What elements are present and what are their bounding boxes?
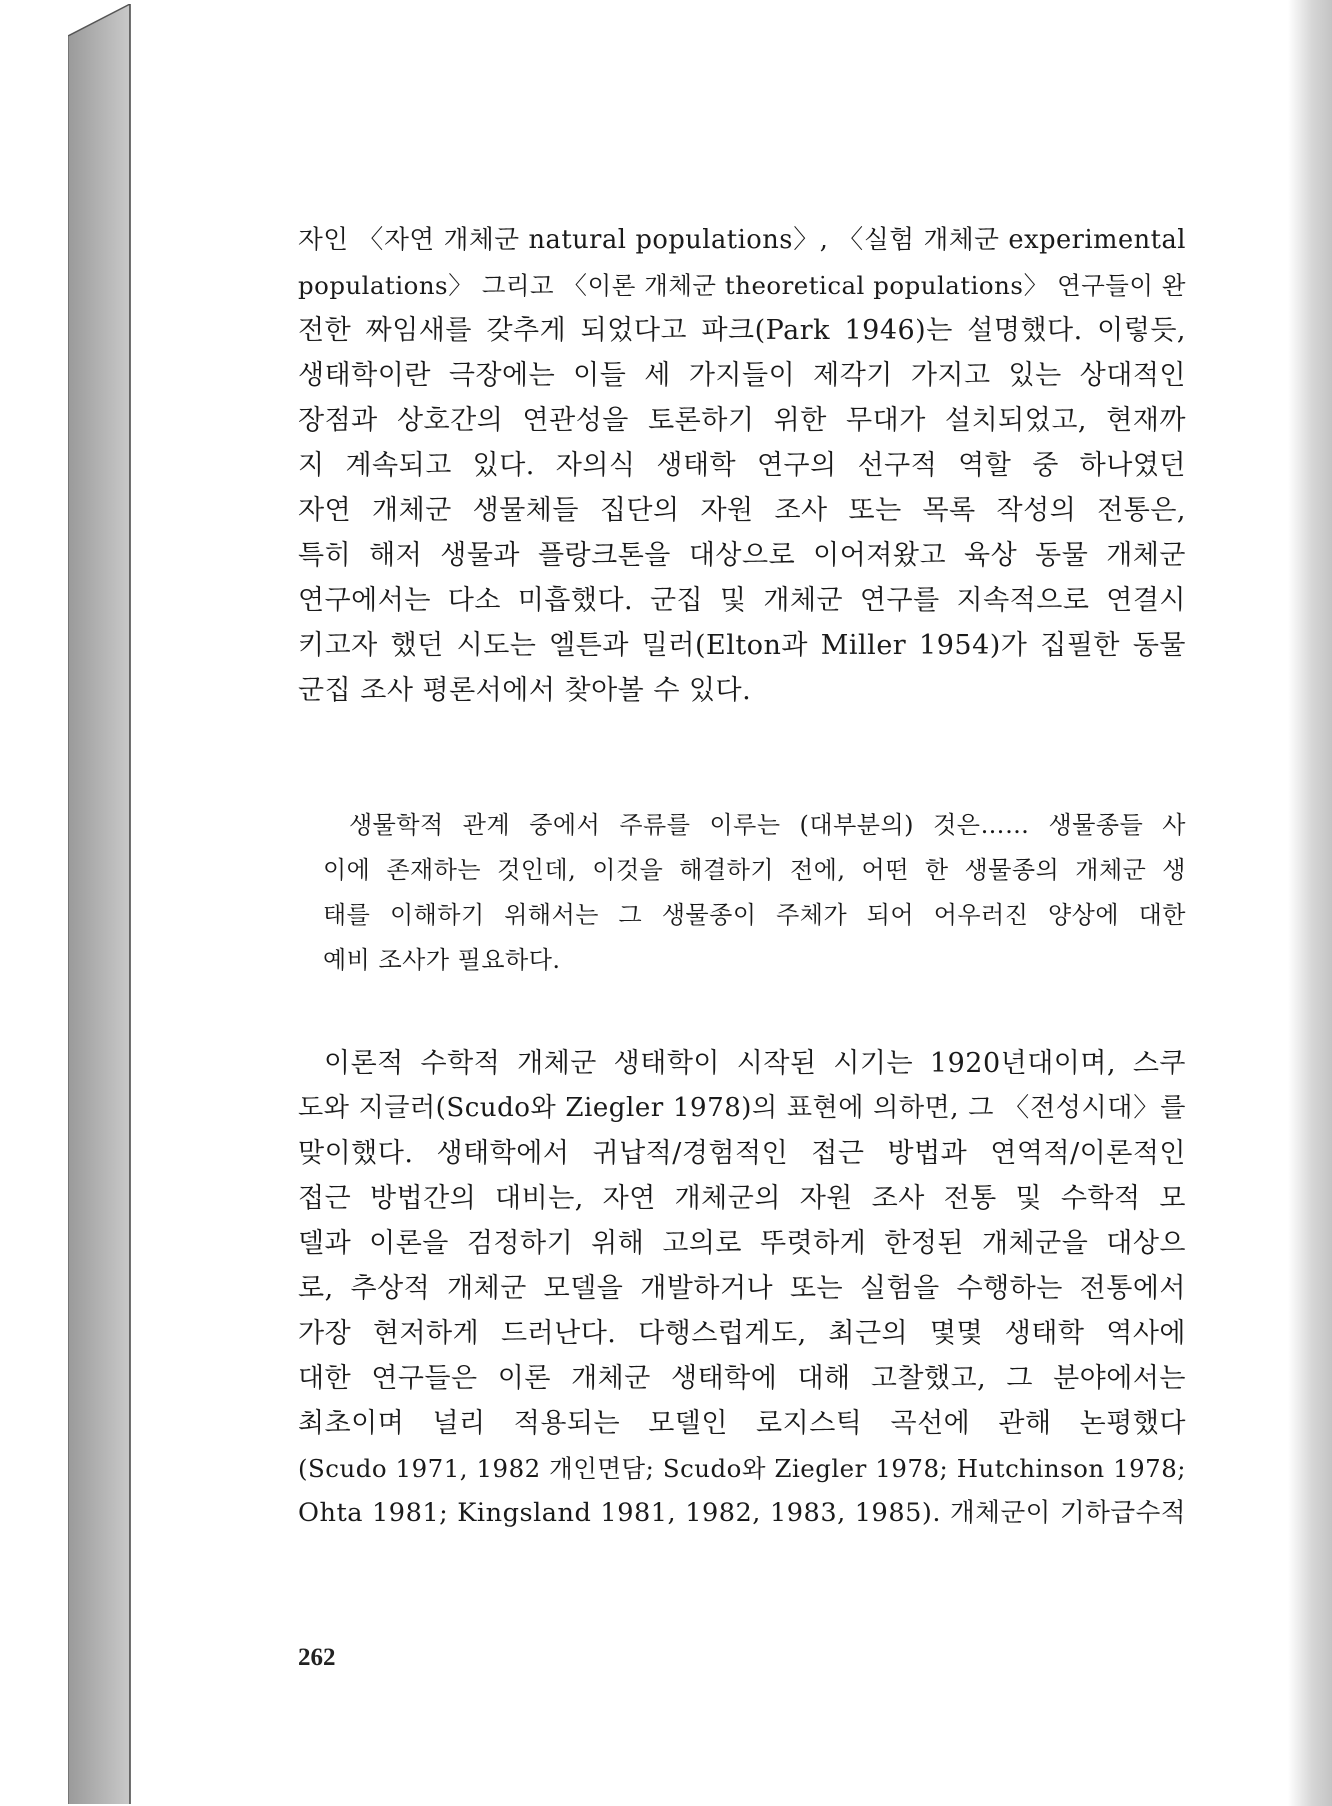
text-line: 가장 현저하게 드러난다. 다행스럽게도, 최근의 몇몇 생태학 역사에: [298, 1318, 1186, 1349]
text-line: 이론적 수학적 개체군 생태학이 시작된 시기는 1920년대이며, 스쿠: [324, 1048, 1186, 1079]
quote-line: 예비 조사가 필요하다.: [323, 946, 561, 974]
text-line: 맞이했다. 생태학에서 귀납적/경험적인 접근 방법과 연역적/이론적인: [298, 1138, 1186, 1169]
page-shadow: [1288, 0, 1332, 1806]
text-line: Ohta 1981; Kingsland 1981, 1982, 1983, 1985). 개체군이 기하급수적: [298, 1498, 1186, 1528]
text-line: 연구에서는 다소 미흡했다. 군집 및 개체군 연구를 지속적으로 연결시: [298, 585, 1186, 616]
text-line: 전한 짜임새를 갖추게 되었다고 파크(Park 1946)는 설명했다. 이렇듯,: [298, 315, 1186, 346]
page-number: 262: [298, 1644, 336, 1671]
text-line: 지 계속되고 있다. 자의식 생태학 연구의 선구적 역할 중 하나였던: [298, 450, 1186, 481]
text-line: 대한 연구들은 이론 개체군 생태학에 대해 고찰했고, 그 분야에서는: [298, 1363, 1186, 1394]
text-line: 접근 방법간의 대비는, 자연 개체군의 자원 조사 전통 및 수학적 모: [298, 1183, 1186, 1214]
text-line: 자인 〈자연 개체군 natural populations〉, 〈실험 개체군 experimental: [298, 225, 1186, 255]
book-spine-edge: [68, 4, 132, 1804]
text-line: populations〉 그리고 〈이론 개체군 theoretical populations〉 연구들이 완: [298, 271, 1186, 300]
text-line: 군집 조사 평론서에서 찾아볼 수 있다.: [298, 675, 752, 706]
text-line: 생태학이란 극장에는 이들 세 가지들이 제각기 가지고 있는 상대적인: [298, 360, 1186, 391]
block-quote: [323, 803, 1186, 983]
text-line: 키고자 했던 시도는 엘튼과 밀러(Elton과 Miller 1954)가 집필한 동물: [298, 630, 1186, 661]
text-line: 자연 개체군 생물체들 집단의 자원 조사 또는 목록 작성의 전통은,: [298, 495, 1186, 526]
text-line: 최초이며 널리 적용되는 모델인 로지스틱 곡선에 관해 논평했다: [298, 1408, 1186, 1439]
text-line: 로, 추상적 개체군 모델을 개발하거나 또는 실험을 수행하는 전통에서: [298, 1273, 1186, 1304]
text-line: 특히 해저 생물과 플랑크톤을 대상으로 이어져왔고 육상 동물 개체군: [298, 540, 1186, 571]
text-line: (Scudo 1971, 1982 개인면담; Scudo와 Ziegler 1978; Hutchinson 1978;: [298, 1454, 1186, 1483]
paragraph-1: [298, 218, 1186, 713]
text-line: 델과 이론을 검정하기 위해 고의로 뚜렷하게 한정된 개체군을 대상으: [298, 1228, 1186, 1259]
quote-line: 태를 이해하기 위해서는 그 생물종이 주체가 되어 어우러진 양상에 대한: [323, 901, 1186, 929]
text-line: 장점과 상호간의 연관성을 토론하기 위한 무대가 설치되었고, 현재까: [298, 405, 1186, 436]
paragraph-2: [298, 1041, 1186, 1536]
quote-line: 이에 존재하는 것인데, 이것을 해결하기 전에, 어떤 한 생물종의 개체군 생: [323, 856, 1186, 884]
text-line: 도와 지글러(Scudo와 Ziegler 1978)의 표현에 의하면, 그 〈전성시대〉를: [298, 1093, 1186, 1123]
quote-line: 생물학적 관계 중에서 주류를 이루는 (대부분의) 것은…… 생물종들 사: [349, 811, 1186, 839]
